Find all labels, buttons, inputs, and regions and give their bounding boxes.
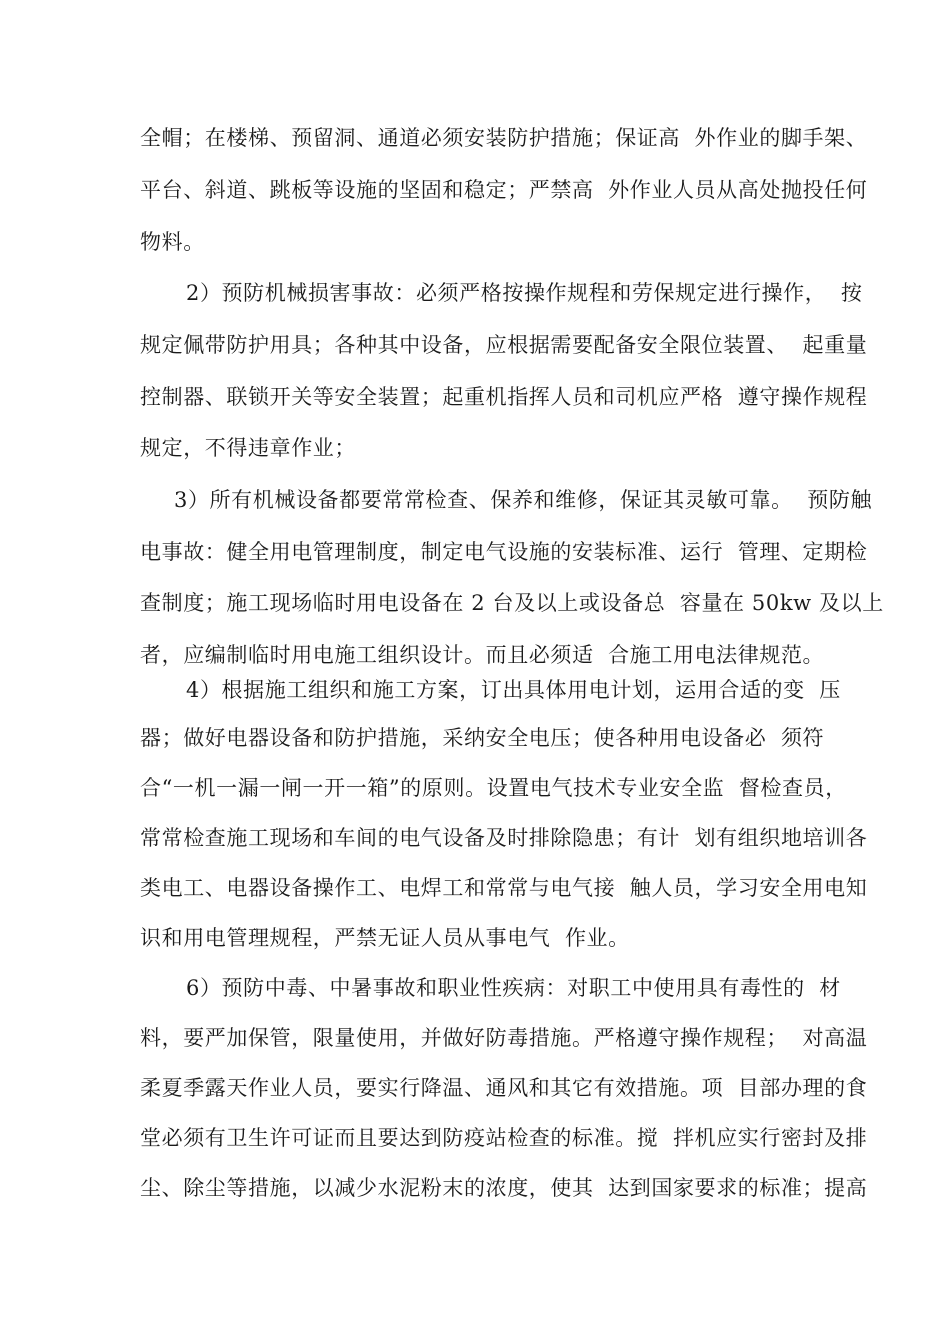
text-line: 规定，不得违章作业； bbox=[140, 436, 356, 460]
text-line: 3）所有机械设备都要常常检查、保养和维修，保证其灵敏可靠。 预防触 bbox=[174, 488, 873, 512]
text-line: 器；做好电器设备和防护措施，采纳安全电压；使各种用电设备必 须符 bbox=[140, 726, 825, 750]
text-line: 规定佩带防护用具；各种其中设备，应根据需要配备安全限位装置、 起重量 bbox=[140, 333, 868, 357]
text-line: 柔夏季露天作业人员，要实行降温、通风和其它有效措施。项 目部办理的食 bbox=[140, 1076, 868, 1100]
text-line: 平台、斜道、跳板等设施的坚固和稳定；严禁高 外作业人员从高处抛投任何 bbox=[140, 178, 868, 202]
text-line: 尘、除尘等措施，以减少水泥粉末的浓度，使其 达到国家要求的标准；提高 bbox=[140, 1176, 868, 1200]
text-line: 全帽；在楼梯、预留洞、通道必须安装防护措施；保证高 外作业的脚手架、 bbox=[140, 126, 868, 150]
text-line: 6）预防中毒、中暑事故和职业性疾病：对职工中使用具有毒性的 材 bbox=[186, 976, 841, 1000]
text-line: 控制器、联锁开关等安全装置；起重机指挥人员和司机应严格 遵守操作规程 bbox=[140, 385, 868, 409]
text-line: 者，应编制临时用电施工组织设计。而且必须适 合施工用电法律规范。 bbox=[140, 643, 825, 667]
text-line: 2）预防机械损害事故：必须严格按操作规程和劳保规定进行操作， 按 bbox=[186, 281, 863, 305]
text-line: 类电工、电器设备操作工、电焊工和常常与电气接 触人员，学习安全用电知 bbox=[140, 876, 868, 900]
text-line: 电事故：健全用电管理制度，制定电气设施的安装标准、运行 管理、定期检 bbox=[140, 540, 868, 564]
text-line: 识和用电管理规程，严禁无证人员从事电气 作业。 bbox=[140, 926, 630, 950]
text-line: 堂必须有卫生许可证而且要达到防疫站检查的标准。搅 拌机应实行密封及排 bbox=[140, 1126, 868, 1150]
text-line: 常常检查施工现场和车间的电气设备及时排除隐患；有计 划有组织地培训各 bbox=[140, 826, 868, 850]
text-line: 料，要严加保管，限量使用，并做好防毒措施。严格遵守操作规程； 对高温 bbox=[140, 1026, 868, 1050]
text-line: 4）根据施工组织和施工方案，订出具体用电计划，运用合适的变 压 bbox=[186, 678, 841, 702]
text-line: 物料。 bbox=[140, 230, 205, 254]
text-line: 查制度；施工现场临时用电设备在 2 台及以上或设备总 容量在 50kw 及以上 bbox=[140, 591, 884, 615]
text-line: 合“一机一漏一闸一开一箱”的原则。设置电气技术专业安全监 督检查员， bbox=[140, 776, 847, 800]
